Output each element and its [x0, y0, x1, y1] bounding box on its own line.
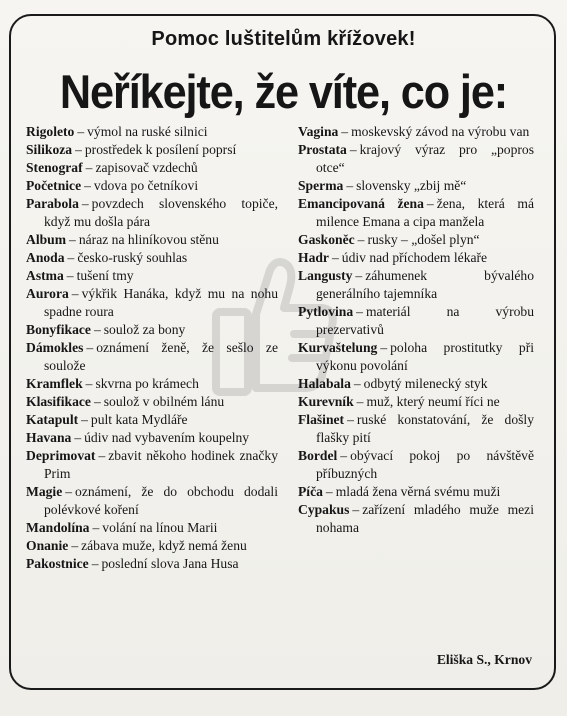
glossary-entry [298, 141, 534, 177]
entry-term: Dámokles [26, 340, 84, 355]
entry-definition: slovensky „zbij mě“ [356, 178, 467, 193]
entry-term: Píča [298, 484, 323, 499]
entry-dash: – [91, 556, 99, 571]
entry-dash: – [81, 412, 88, 427]
entry-dash: – [353, 376, 361, 391]
entry-dash: – [65, 484, 73, 499]
entry-dash: – [66, 268, 74, 283]
glossary-entry [26, 159, 278, 177]
glossary-entry [26, 519, 278, 537]
entry-term: Vagina [298, 124, 339, 139]
glossary-entry [26, 375, 278, 393]
entry-definition: náraz na hliníkovou stěnu [78, 232, 219, 247]
entry-term: Onanie [26, 538, 69, 553]
glossary-entry [298, 501, 534, 537]
entry-term: Havana [26, 430, 72, 445]
entry-term: Anoda [26, 250, 65, 265]
entry-dash: – [85, 376, 93, 391]
glossary-entry [298, 123, 534, 141]
glossary-entry [298, 375, 534, 393]
entry-definition: soulož v obilném lánu [103, 394, 225, 409]
entry-definition: rusky – „došel plyn“ [367, 232, 480, 247]
entry-definition: odbytý milenecký styk [363, 376, 488, 391]
entry-term: Album [26, 232, 67, 247]
entry-dash: – [84, 178, 91, 193]
entry-dash: – [325, 484, 333, 499]
glossary-entry [298, 483, 534, 501]
entry-dash: – [81, 196, 89, 211]
glossary-entry [26, 537, 278, 555]
glossary-entry [26, 231, 278, 249]
entry-dash: – [331, 250, 339, 265]
entry-definition: žena, která má milence Emana a cipa manžela [316, 196, 534, 229]
entry-definition: oznámení, že do obchodu dodali polévkové koření [44, 484, 278, 517]
entry-term: Prostata [298, 142, 347, 157]
glossary-entry [298, 231, 534, 249]
entry-dash: – [356, 304, 363, 319]
entry-term: Parabola [26, 196, 79, 211]
entry-dash: – [74, 430, 82, 445]
glossary-entry [298, 303, 534, 339]
entry-definition: zábava muže, když nemá ženu [81, 538, 247, 553]
entry-term: Kurevník [298, 394, 354, 409]
headline: Neříkejte, že víte, co je: [59, 65, 508, 118]
entry-dash: – [77, 124, 85, 139]
entry-term: Sperma [298, 178, 344, 193]
glossary-entry [298, 267, 534, 303]
entry-definition: skvrna po krámech [95, 376, 199, 391]
entry-dash: – [69, 232, 76, 247]
entry-definition: vdova po četníkovi [93, 178, 199, 193]
glossary-entry [26, 123, 278, 141]
entry-definition: tušení tmy [76, 268, 134, 283]
entry-term: Halabala [298, 376, 351, 391]
glossary-entry [298, 249, 534, 267]
entry-term: Kurvaštelung [298, 340, 378, 355]
glossary-entry [298, 339, 534, 375]
signature: Eliška S., Krnov [436, 652, 532, 667]
entry-dash: – [92, 520, 100, 535]
glossary-entry [26, 447, 278, 483]
entry-term: Početnice [26, 178, 82, 193]
entry-definition: soulož za bony [103, 322, 186, 337]
glossary-entry [26, 393, 278, 411]
entry-dash: – [85, 160, 93, 175]
glossary-entry [26, 483, 278, 519]
left-column [26, 123, 278, 573]
entry-definition: ruské konstatování, že došly flašky pití [316, 412, 534, 445]
entry-definition: muž, který neumí říci ne [366, 394, 500, 409]
entry-definition: moskevský závod na výrobu van [351, 124, 530, 139]
entry-term: Silikoza [26, 142, 73, 157]
glossary-entry [26, 267, 278, 285]
entry-term: Pakostnice [26, 556, 89, 571]
entry-term: Astma [26, 268, 64, 283]
entry-dash: – [67, 250, 75, 265]
glossary-entry [26, 249, 278, 267]
glossary-entry [26, 555, 278, 573]
entry-definition: česko-ruský souhlas [77, 250, 188, 265]
entry-term: Emancipovaná žena [298, 196, 424, 211]
entry-term: Bordel [298, 448, 338, 463]
right-column [298, 123, 534, 537]
entry-dash: – [349, 142, 357, 157]
entry-definition: mladá žena věrná svému muži [335, 484, 501, 499]
entry-dash: – [355, 268, 363, 283]
entry-term: Cypakus [298, 502, 350, 517]
entry-dash: – [71, 286, 79, 301]
entry-dash: – [71, 538, 79, 553]
entry-definition: údiv nad vybavením koupelny [84, 430, 250, 445]
entry-term: Flašinet [298, 412, 345, 427]
glossary-entry [26, 321, 278, 339]
entry-term: Stenograf [26, 160, 83, 175]
entry-dash: – [380, 340, 388, 355]
header: Pomoc luštitelům křížovek! [151, 28, 416, 50]
entry-term: Katapult [26, 412, 79, 427]
entry-dash: – [93, 394, 101, 409]
entry-definition: obývací pokoj po návštěvě příbuzných [316, 448, 534, 481]
entry-definition: zařízení mladého muže mezi nohama [316, 502, 534, 535]
entry-definition: zbavit někoho hodinek značky Prim [44, 448, 278, 481]
glossary-entry [26, 141, 278, 159]
glossary-entry [26, 177, 278, 195]
glossary-entry [298, 393, 534, 411]
entry-definition: zapisovač vzdechů [95, 160, 198, 175]
entry-definition: výmol na ruské silnici [87, 124, 208, 139]
entry-term: Mandolína [26, 520, 90, 535]
entry-term: Kramflek [26, 376, 83, 391]
entry-definition: pult kata Mydláře [90, 412, 188, 427]
entry-term: Langusty [298, 268, 353, 283]
entry-term: Magie [26, 484, 63, 499]
entry-term: Bonyfikace [26, 322, 91, 337]
entry-definition: krajový výraz pro „popros otce“ [316, 142, 534, 175]
glossary-entry [26, 411, 278, 429]
entry-dash: – [341, 124, 349, 139]
entry-term: Klasifikace [26, 394, 91, 409]
entry-dash: – [86, 340, 94, 355]
entry-definition: údiv nad příchodem lékaře [341, 250, 488, 265]
entry-definition: materiál na výrobu prezervativů [316, 304, 534, 337]
entry-dash: – [346, 178, 354, 193]
glossary-entry [298, 447, 534, 483]
glossary-entry [298, 195, 534, 231]
glossary-entry [26, 339, 278, 375]
entry-definition: poloha prostitutky při výkonu povolání [316, 340, 534, 373]
entry-dash: – [347, 412, 354, 427]
entry-definition: poslední slova Jana Husa [101, 556, 239, 571]
entry-definition: výkřik Hanáka, když mu na nohu spadne roura [44, 286, 278, 319]
entry-term: Aurora [26, 286, 69, 301]
entry-term: Hadr [298, 250, 329, 265]
glossary-entry [298, 177, 534, 195]
entry-dash: – [356, 394, 364, 409]
glossary-entry [26, 285, 278, 321]
glossary-entry [26, 429, 278, 447]
entry-dash: – [93, 322, 101, 337]
entry-definition: prostředek k posílení poprsí [84, 142, 237, 157]
entry-term: Deprimovat [26, 448, 96, 463]
entry-term: Gaskoněc [298, 232, 355, 247]
entry-dash: – [340, 448, 348, 463]
entry-dash: – [357, 232, 365, 247]
entry-definition: volání na línou Marii [102, 520, 218, 535]
entry-dash: – [352, 502, 360, 517]
entry-dash: – [75, 142, 82, 157]
entry-definition: povzdech slovenského topiče, když mu došla pára [44, 196, 278, 229]
entry-definition: záhumenek bývalého generálního tajemníka [316, 268, 534, 301]
glossary-entry [298, 411, 534, 447]
entry-dash: – [426, 196, 434, 211]
glossary-entry [26, 195, 278, 231]
entry-dash: – [98, 448, 106, 463]
entry-definition: oznámení ženě, že sešlo ze soulože [44, 340, 278, 373]
entry-term: Pytlovina [298, 304, 354, 319]
entry-term: Rigoleto [26, 124, 75, 139]
